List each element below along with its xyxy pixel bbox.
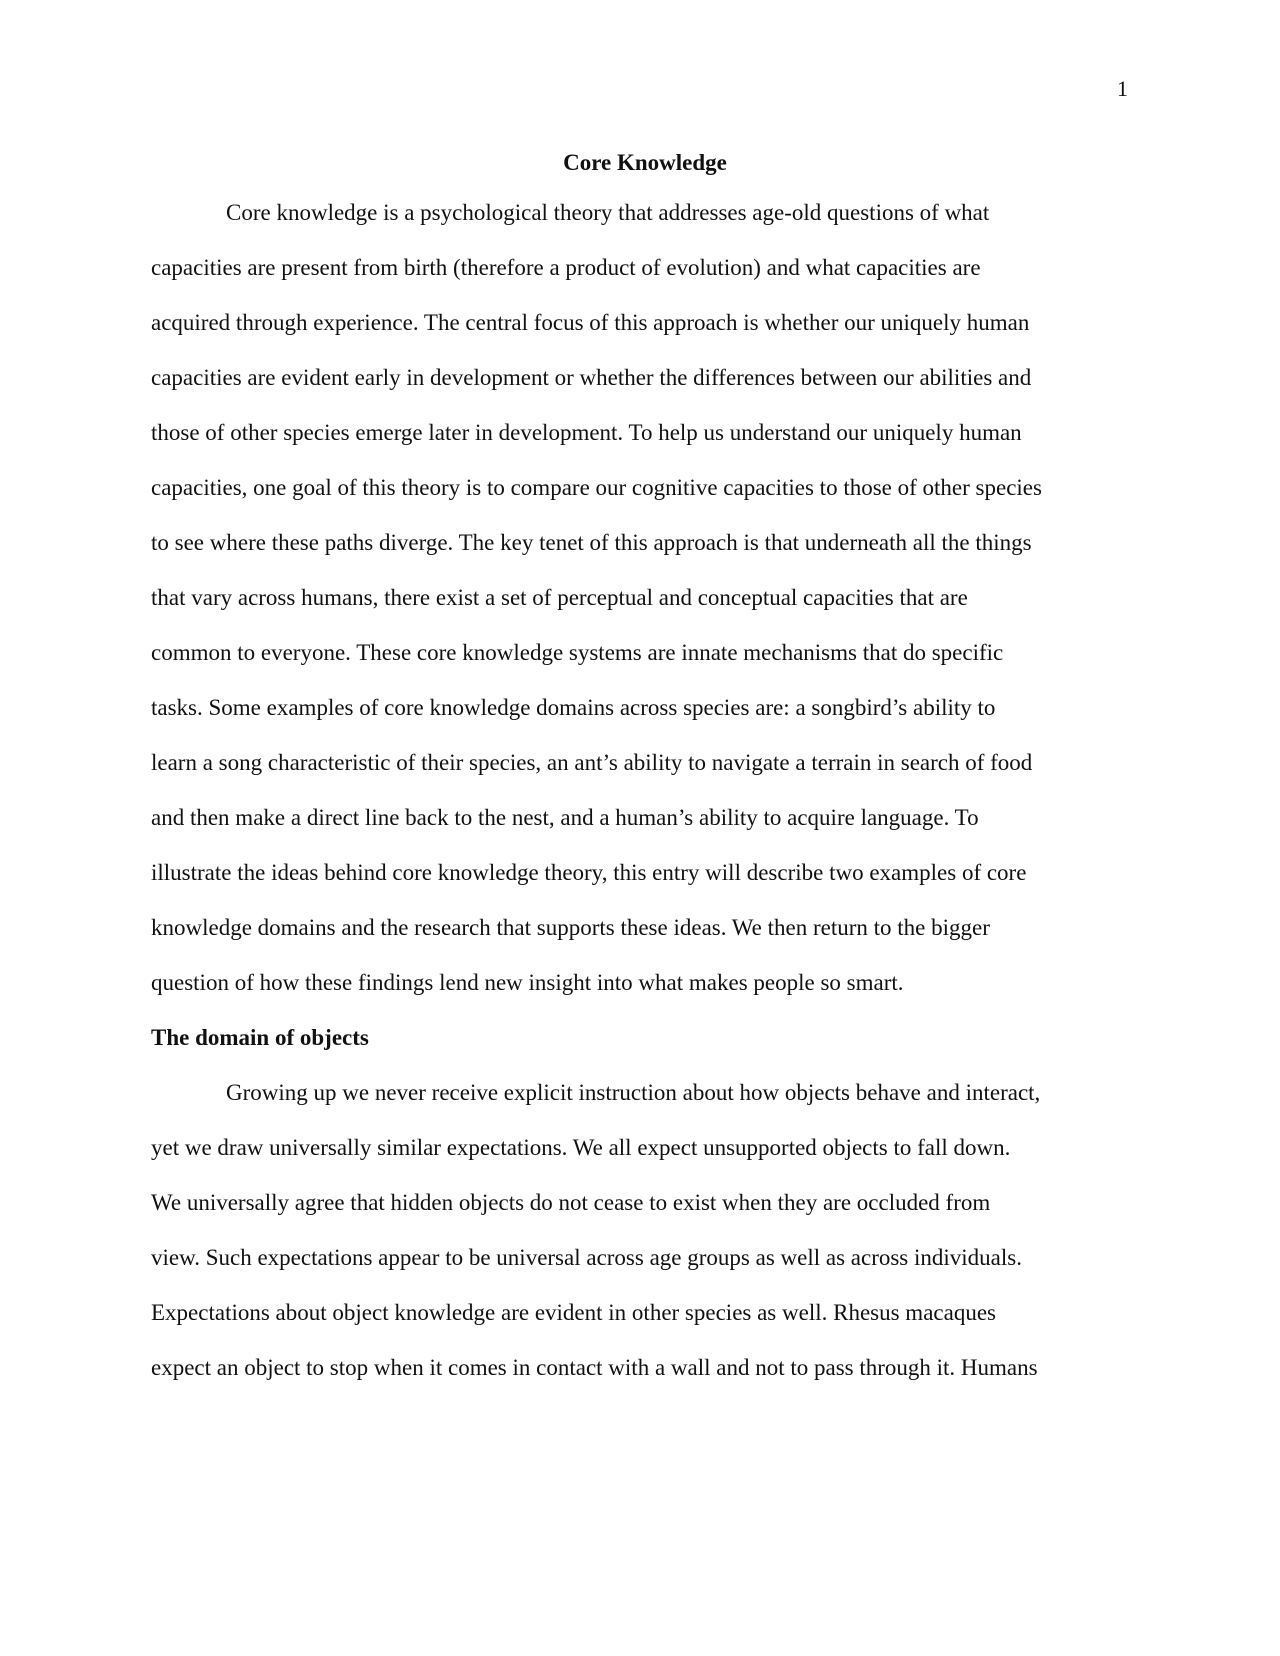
paragraph-line: yet we draw universally similar expectations. We all expect unsupported objects to fall down. (151, 1135, 1011, 1160)
paragraph-line: illustrate the ideas behind core knowledge theory, this entry will describe two examples of core (151, 860, 1027, 885)
paragraph-line: Growing up we never receive explicit instruction about how objects behave and interact, (226, 1080, 1041, 1105)
paragraph-line: capacities are evident early in development or whether the differences between our abilities and (151, 365, 1032, 390)
section-heading: The domain of objects (151, 1025, 369, 1050)
paragraph-line: view. Such expectations appear to be universal across age groups as well as across individuals. (151, 1245, 1022, 1270)
paragraph-line: We universally agree that hidden objects do not cease to exist when they are occluded from (151, 1190, 991, 1215)
paragraph-line: capacities are present from birth (therefore a product of evolution) and what capacities are (151, 255, 981, 280)
paragraph-line: acquired through experience. The central focus of this approach is whether our uniquely human (151, 310, 1030, 335)
paragraph-line: that vary across humans, there exist a set of perceptual and conceptual capacities that are (151, 585, 968, 610)
paragraph-line: and then make a direct line back to the nest, and a human’s ability to acquire language. To (151, 805, 979, 830)
paragraph-line: knowledge domains and the research that supports these ideas. We then return to the bigger (151, 915, 990, 940)
paragraph-line: to see where these paths diverge. The key tenet of this approach is that underneath all the things (151, 530, 1032, 555)
paragraph-line: tasks. Some examples of core knowledge domains across species are: a songbird’s ability to (151, 695, 996, 720)
paragraph-line: those of other species emerge later in development. To help us understand our uniquely human (151, 420, 1022, 445)
paragraph-line: question of how these findings lend new insight into what makes people so smart. (151, 970, 904, 995)
document-title: Core Knowledge (563, 150, 727, 175)
paragraph-line: Expectations about object knowledge are evident in other species as well. Rhesus macaques (151, 1300, 996, 1325)
paragraph-line: Core knowledge is a psychological theory that addresses age-old questions of what (226, 200, 990, 225)
paragraph-line: capacities, one goal of this theory is to compare our cognitive capacities to those of other species (151, 475, 1042, 500)
page-number: 1 (1117, 76, 1128, 101)
paragraph-line: common to everyone. These core knowledge systems are innate mechanisms that do specific (151, 640, 1004, 665)
paragraph-line: learn a song characteristic of their species, an ant’s ability to navigate a terrain in search of food (151, 750, 1033, 775)
paragraph-line: expect an object to stop when it comes in contact with a wall and not to pass through it. Humans (151, 1355, 1038, 1380)
